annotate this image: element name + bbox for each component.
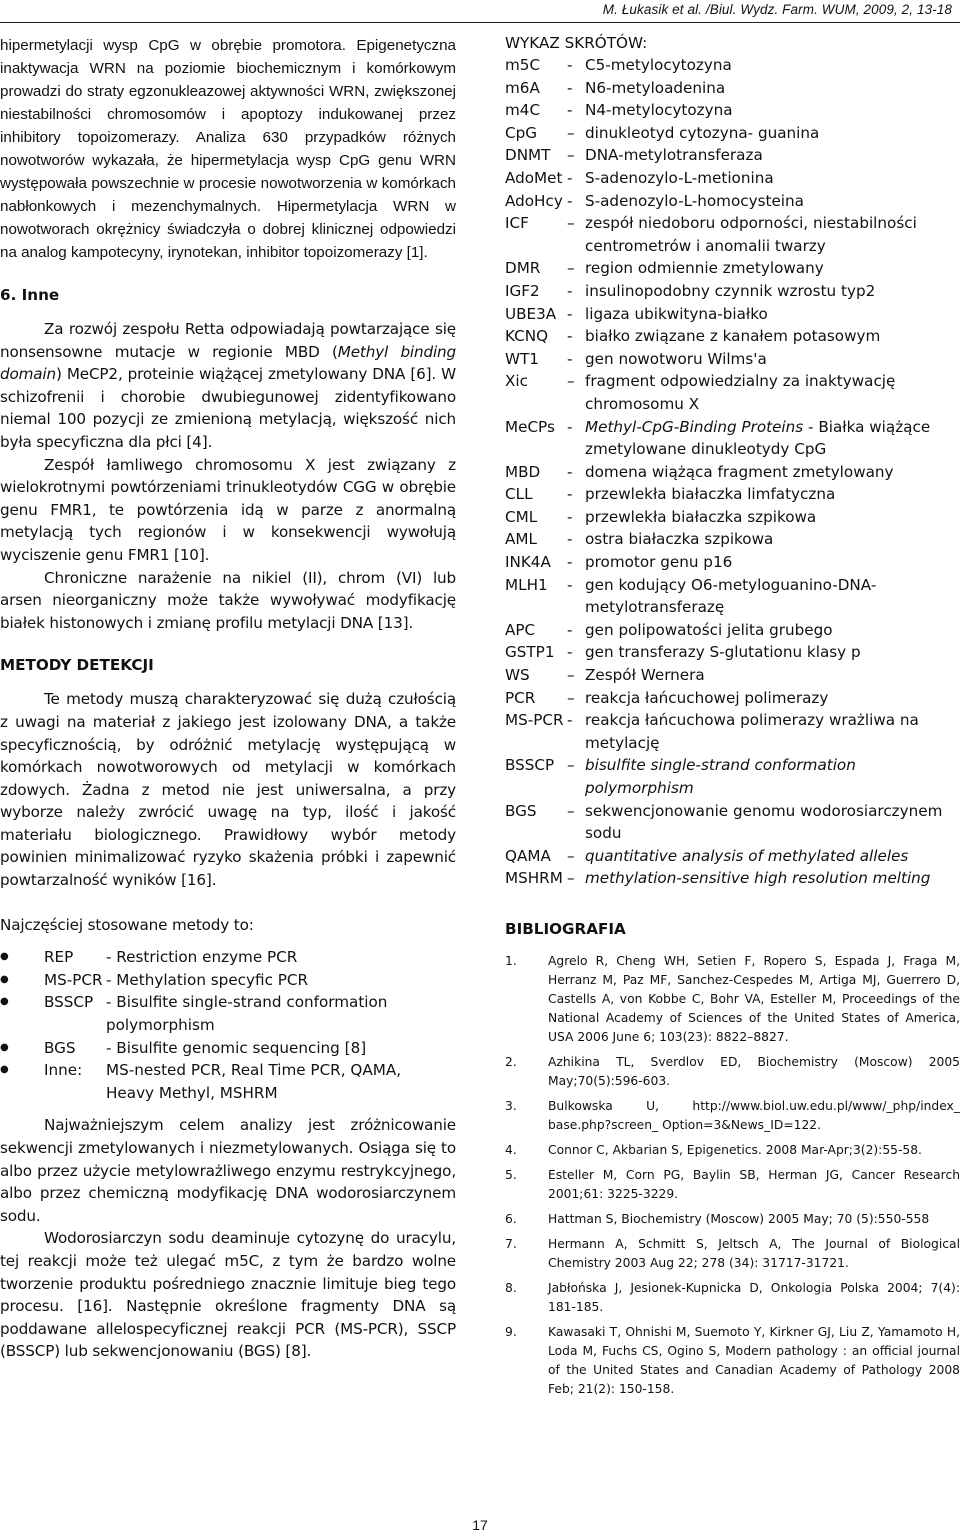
reference-item <box>505 1166 960 1204</box>
abbreviation-row <box>505 77 960 100</box>
abbreviation-row <box>505 99 960 122</box>
paragraph-wrn: hipermetylacji wysp CpG w obrębie promotora. Epigenetyczna inaktywacja WRN na poziomie biochemicznym i komórkowym prowadzi do straty egzonukleazowej aktywności WRN, zwiększonej niestabilności chromosomów i apoptozy indukowanej przez inhibitory topoizomerazy. Analiza 630 przypadków różnych nowotworów wykazała, że hipermetylacja wysp CpG genu WRN występowała powszechnie w procesie nowotworzenia w komórkach nabłonkowych i mezenchymalnych. Hipermetylacja WRN w nowotworach okrężnicy świadczyła o dobrej klinicznej odpowiedzi na analog kampotecyny, irynotekan, inhibitor topoizomerazy [1]. <box>0 37 456 261</box>
abbreviation-key: GSTP1 <box>505 643 555 662</box>
abbreviation-key: m4C <box>505 101 541 120</box>
abbreviation-key: m5C <box>505 56 541 74</box>
reference-number: 5. <box>505 1167 517 1182</box>
paragraph-rett: Za rozwój zespołu Retta odpowiadają powtarzające się nonsensowne mutacje w regionie MBD (Methyl binding domain) MeCP2, proteinie wiążącej zmetylowany DNA [6]. W schizofrenii i chorobie dwubiegunowej zidentyfikowano niemal 100 pozycji ze zmienioną metylacją, większość nich była specyficzna dla płci [4]. <box>0 320 457 451</box>
abbreviation-value: domena wiążąca fragment zmetylowany <box>585 462 894 481</box>
abbreviation-key: AdoHcy <box>505 191 563 210</box>
abbreviation-dash: – <box>567 372 575 391</box>
reference-number: 8. <box>505 1280 517 1295</box>
abbreviation-value: bisulfite single-strand conformation polymorphism <box>585 756 856 797</box>
reference-text: Connor C, Akbarian S, Epigenetics. 2008 Mar-Apr;3(2):55-58. <box>548 1142 922 1157</box>
bibliography-title: BIBLIOGRAFIA <box>505 919 626 938</box>
abbreviation-key: AdoMet <box>505 168 563 187</box>
abbreviation-key: WT1 <box>505 349 539 368</box>
abbreviation-value: gen nowotworu Wilms'a <box>585 349 767 368</box>
abbreviation-dash: – <box>567 688 575 707</box>
abbreviation-dash: - <box>567 56 573 74</box>
abbreviation-row <box>505 506 960 529</box>
abbreviation-value: S-adenozylo-L-metionina <box>585 168 774 187</box>
abbreviation-key: PCR <box>505 688 536 707</box>
abbreviation-dash: – <box>567 666 575 685</box>
abbreviation-dash: – <box>567 146 575 165</box>
abbreviation-key: MS-PCR <box>505 711 564 730</box>
abbreviation-dash: - <box>567 327 573 346</box>
paragraph-fragile-x: Zespół łamliwego chromosomu X jest związany z wielokrotnymi powtórzeniami trinukleotydów CGG w obrębie genu FMR1, te powtórzenia idą w parze z anormalną metylacją tych regionów i w konsekwencji wywołują wyciszenie genu FMR1 [10]. <box>0 455 456 564</box>
reference-number: 1. <box>505 953 517 968</box>
method-abbr: Inne: <box>44 1061 83 1080</box>
abbreviation-row <box>505 303 960 326</box>
abbreviation-key: INK4A <box>505 553 551 572</box>
abbreviations-title: WYKAZ SKRÓTÓW: <box>505 34 648 52</box>
methods-title: METODY DETEKCJI <box>0 656 154 675</box>
abbreviation-dash: - <box>567 620 573 639</box>
running-head: M. Łukasik et al. /Biul. Wydz. Farm. WUM, 2009, 2, 13-18 <box>602 2 952 17</box>
abbreviation-row <box>505 370 960 415</box>
method-abbr: MS-PCR <box>44 970 103 989</box>
abbreviation-value: Zespół Wernera <box>585 666 705 685</box>
abbreviation-value: N6-metyloadenina <box>585 78 726 97</box>
abbreviation-row <box>505 257 960 280</box>
reference-item <box>505 1279 960 1317</box>
abbreviation-row <box>505 54 960 77</box>
abbreviation-row <box>505 551 960 574</box>
abbreviation-value: quantitative analysis of methylated alleles <box>585 846 909 865</box>
references-list <box>505 952 960 1399</box>
abbreviation-value: reakcja łańcuchowa polimerazy wrażliwa na metylację <box>585 711 919 752</box>
abbreviation-dash: – <box>567 756 575 775</box>
reference-text: Agrelo R, Cheng WH, Setien F, Ropero S, Espada J, Fraga M, Herranz M, Paz MF, Sanchez-Cespedes M, Artiga MJ, Guerrero D, Castells A, von Kobbe C, Bohr VA, Esteller M, Proceedings of the National Academy of Sciences of the United States of America, USA 2006 June 6; 103(23): 8822–8827. <box>548 953 960 1044</box>
abbreviation-row <box>505 574 960 619</box>
page-number: 17 <box>472 1517 488 1533</box>
abbreviation-row <box>505 190 960 213</box>
abbreviation-row <box>505 122 960 145</box>
method-item <box>0 969 456 992</box>
abbreviation-value: gen kodujący O6-metyloguanino-DNA-metylotransferazę <box>585 575 877 617</box>
abbreviation-dash: – <box>567 846 575 865</box>
reference-text: Kawasaki T, Ohnishi M, Suemoto Y, Kirkner GJ, Liu Z, Yamamoto H, Loda M, Fuchs CS, Ogino S, Modern pathology : an official journal of the United States and Canadian Academy of Pathology 2008 Feb; 21(2): 150-158. <box>548 1324 960 1396</box>
abbreviation-value: przewlekła białaczka szpikowa <box>585 507 817 526</box>
abbreviation-row <box>505 416 960 461</box>
method-item <box>0 946 456 969</box>
abbreviation-dash: - <box>567 304 573 323</box>
method-abbr: BGS <box>44 1038 76 1057</box>
abbreviation-row <box>505 483 960 506</box>
abbreviation-value: reakcja łańcuchowej polimerazy <box>585 688 829 707</box>
abbreviation-dash: - <box>567 417 573 436</box>
abbreviation-key: Xic <box>505 372 528 391</box>
method-abbr: BSSCP <box>44 993 94 1012</box>
abbreviation-row <box>505 867 960 890</box>
abbreviation-row <box>505 800 960 845</box>
abbreviation-key: MSHRM <box>505 869 563 888</box>
abbreviation-dash: - <box>567 711 573 730</box>
abbreviation-key: MeCPs <box>505 417 555 436</box>
reference-number: 7. <box>505 1236 517 1251</box>
abbreviation-key: BSSCP <box>505 756 555 775</box>
abbreviation-key: m6A <box>505 78 540 97</box>
reference-number: 3. <box>505 1098 517 1113</box>
left-column <box>0 34 456 1363</box>
abbreviation-row <box>505 144 960 167</box>
section-6-title: 6. Inne <box>0 286 60 304</box>
abbreviation-row <box>505 845 960 868</box>
abbreviation-key: MBD <box>505 462 541 481</box>
abbreviation-dash: – <box>567 123 575 142</box>
abbreviation-value: insulinopodobny czynnik wzrostu typ2 <box>585 281 876 300</box>
paragraph-bisulfite: Wodorosiarczyn sodu deaminuje cytozynę do uracylu, tej reakcji może też ulegać m5C, z tym że bardzo wolne tworzenie produktu pośredniego znacznie limituje bieg tego procesu. [16]. Następnie określone fragmenty DNA są poddawane allelospecyficznej reakcji PCR (MS-PCR), SSCP (BSSCP) lub sekwencjonowaniu (BGS) [8]. <box>0 1229 456 1361</box>
abbreviation-row <box>505 212 960 257</box>
reference-item <box>505 1210 960 1229</box>
abbreviation-value: dinukleotyd cytozyna- guanina <box>585 123 820 142</box>
abbreviation-dash: - <box>567 281 573 300</box>
abbreviation-value: N4-metylocytozyna <box>585 101 733 120</box>
reference-text: Esteller M, Corn PG, Baylin SB, Herman JG, Cancer Research 2001;61: 3225-3229. <box>548 1167 960 1201</box>
abbreviation-value: DNA-metylotransferaza <box>585 146 763 165</box>
reference-number: 6. <box>505 1211 517 1226</box>
method-desc: - Methylation specyfic PCR <box>106 970 309 989</box>
abbreviation-row <box>505 167 960 190</box>
abbreviation-value: sekwencjonowanie genomu wodorosiarczynem sodu <box>585 801 943 843</box>
method-desc: MS-nested PCR, Real Time PCR, QAMA, Heavy Methyl, MSHRM <box>106 1061 402 1102</box>
reference-number: 2. <box>505 1054 517 1069</box>
method-item <box>0 991 456 1036</box>
abbreviation-key: IGF2 <box>505 281 540 300</box>
abbreviation-row <box>505 348 960 371</box>
abbreviation-value: promotor genu p16 <box>585 553 733 572</box>
reference-item <box>505 1141 960 1160</box>
reference-text: Hattman S, Biochemistry (Moscow) 2005 May; 70 (5):550-558 <box>548 1211 930 1226</box>
abbreviation-key: APC <box>505 620 536 639</box>
abbreviation-row <box>505 641 960 664</box>
abbreviation-dash: - <box>567 643 573 662</box>
abbreviation-row <box>505 325 960 348</box>
reference-text: Azhikina TL, Sverdlov ED, Biochemistry (Moscow) 2005 May;70(5):596-603. <box>548 1054 960 1088</box>
abbreviation-dash: - <box>567 191 573 210</box>
abbreviation-value: methylation-sensitive high resolution melting <box>585 869 931 888</box>
abbreviation-key: ICF <box>505 214 529 233</box>
abbreviation-dash: – <box>567 214 575 233</box>
reference-item <box>505 1097 960 1135</box>
abbreviation-dash: - <box>567 553 573 572</box>
abbreviation-value: C5-metylocytozyna <box>585 56 732 74</box>
reference-item <box>505 1053 960 1091</box>
methods-list-intro: Najczęściej stosowane metody to: <box>0 915 254 934</box>
abbreviation-value: gen transferazy S-glutationu klasy p <box>585 643 861 662</box>
abbreviation-key: DMR <box>505 259 541 278</box>
method-abbr: REP <box>44 948 74 967</box>
abbreviation-value: fragment odpowiedzialny za inaktywację chromosomu X <box>585 372 896 413</box>
abbreviation-dash: – <box>567 801 575 820</box>
abbreviation-row <box>505 280 960 303</box>
abbreviation-key: KCNQ <box>505 327 549 346</box>
header-rule <box>0 22 960 23</box>
abbreviation-value: ostra białaczka szpikowa <box>585 530 774 549</box>
abbreviation-row <box>505 664 960 687</box>
abbreviation-key: AML <box>505 530 537 549</box>
abbreviation-value: region odmiennie zmetylowany <box>585 259 824 278</box>
abbreviation-dash: - <box>567 462 573 481</box>
reference-text: Jabłońska J, Jesionek-Kupnicka D, Onkologia Polska 2004; 7(4): 181-185. <box>548 1280 960 1314</box>
methods-list <box>0 946 456 1104</box>
abbreviation-key: BGS <box>505 801 537 820</box>
abbreviation-dash: - <box>567 485 573 504</box>
abbreviation-dash: – <box>567 259 575 278</box>
abbreviation-key: QAMA <box>505 846 551 865</box>
abbreviation-value: Methyl-CpG-Binding Proteins - Białka wiążące zmetylowane dinukleotydy CpG <box>585 417 931 459</box>
abbreviation-key: CML <box>505 507 538 526</box>
abbreviation-dash: - <box>567 507 573 526</box>
abbreviation-dash: - <box>567 168 573 187</box>
abbreviation-dash: - <box>567 575 573 594</box>
abbreviation-key: DNMT <box>505 146 551 165</box>
abbreviation-dash: - <box>567 349 573 368</box>
abbreviation-value: ligaza ubikwityna-białko <box>585 304 768 323</box>
abbreviation-value: S-adenozylo-L-homocysteina <box>585 191 804 210</box>
abbreviation-value: białko związane z kanałem potasowym <box>585 327 881 346</box>
abbreviation-row <box>505 528 960 551</box>
abbreviation-key: CpG <box>505 123 538 142</box>
abbreviation-value: przewlekła białaczka limfatyczna <box>585 485 836 504</box>
paragraph-methods-intro: Te metody muszą charakteryzować się dużą czułością z uwagi na materiał z jakiego jest izolowany DNA, a także specyficznością, by odróżnić metylację występującą w komórkach nowotworowych od metylacji w komórkach zdowych. Żadna z metod nie jest uniwersalna, a przy wyborze należy zwrócić uwagę na typ, ilość i jakość materiału biologicznego. Prawidłowy wybór metody powinien minimalizować ryzyko skażenia próbki i zapewnić powtarzalność wyników [16]. <box>0 690 456 890</box>
abbreviation-row <box>505 687 960 710</box>
method-desc: - Bisulfite genomic sequencing [8] <box>106 1038 367 1057</box>
right-column <box>505 34 960 1405</box>
reference-number: 4. <box>505 1142 517 1157</box>
method-item <box>0 1059 456 1104</box>
method-item <box>0 1037 456 1060</box>
abbreviation-row <box>505 619 960 642</box>
abbreviation-row <box>505 754 960 799</box>
abbreviation-key: CLL <box>505 485 533 504</box>
abbreviation-dash: – <box>567 869 575 888</box>
method-desc: - Restriction enzyme PCR <box>106 948 298 967</box>
reference-item <box>505 952 960 1047</box>
abbreviation-key: UBE3A <box>505 304 557 323</box>
abbreviation-dash: - <box>567 101 573 120</box>
paragraph-nickel: Chroniczne narażenie na nikiel (II), chrom (VI) lub arsen nieorganiczny może także wywoływać modyfikację białek histonowych i zmianę profilu metylacji DNA [13]. <box>0 568 456 632</box>
reference-item <box>505 1235 960 1273</box>
paragraph-analysis-goal: Najważniejszym celem analizy jest zróżnicowanie sekwencji zmetylowanych i niezmetylowanych. Osiąga się to albo przez użycie metylowrażliwego enzymu restrykcyjnego, albo przez chemiczną modyfikację DNA wodorosiarczynem sodu. <box>0 1116 456 1225</box>
abbreviation-value: gen polipowatości jelita grubego <box>585 620 833 639</box>
abbreviation-key: MLH1 <box>505 575 548 594</box>
abbreviation-dash: - <box>567 530 573 549</box>
abbreviation-key: WS <box>505 666 530 685</box>
abbreviation-dash: - <box>567 78 573 97</box>
reference-item <box>505 1323 960 1399</box>
reference-text: Hermann A, Schmitt S, Jeltsch A, The Journal of Biological Chemistry 2003 Aug 22; 278 (34): 31717-31721. <box>548 1236 960 1270</box>
reference-number: 9. <box>505 1324 517 1339</box>
reference-text: Bulkowska U, http://www.biol.uw.edu.pl/www/_php/index_ base.php?screen_ Option=3&News_ID=122. <box>548 1098 960 1132</box>
abbreviations-table <box>505 54 960 890</box>
abbreviation-row <box>505 461 960 484</box>
method-desc: - Bisulfite single-strand conformation polymorphism <box>106 993 388 1035</box>
abbreviation-row <box>505 709 960 754</box>
abbreviation-value: zespół niedoboru odporności, niestabilności centrometrów i anomalii twarzy <box>585 214 917 255</box>
